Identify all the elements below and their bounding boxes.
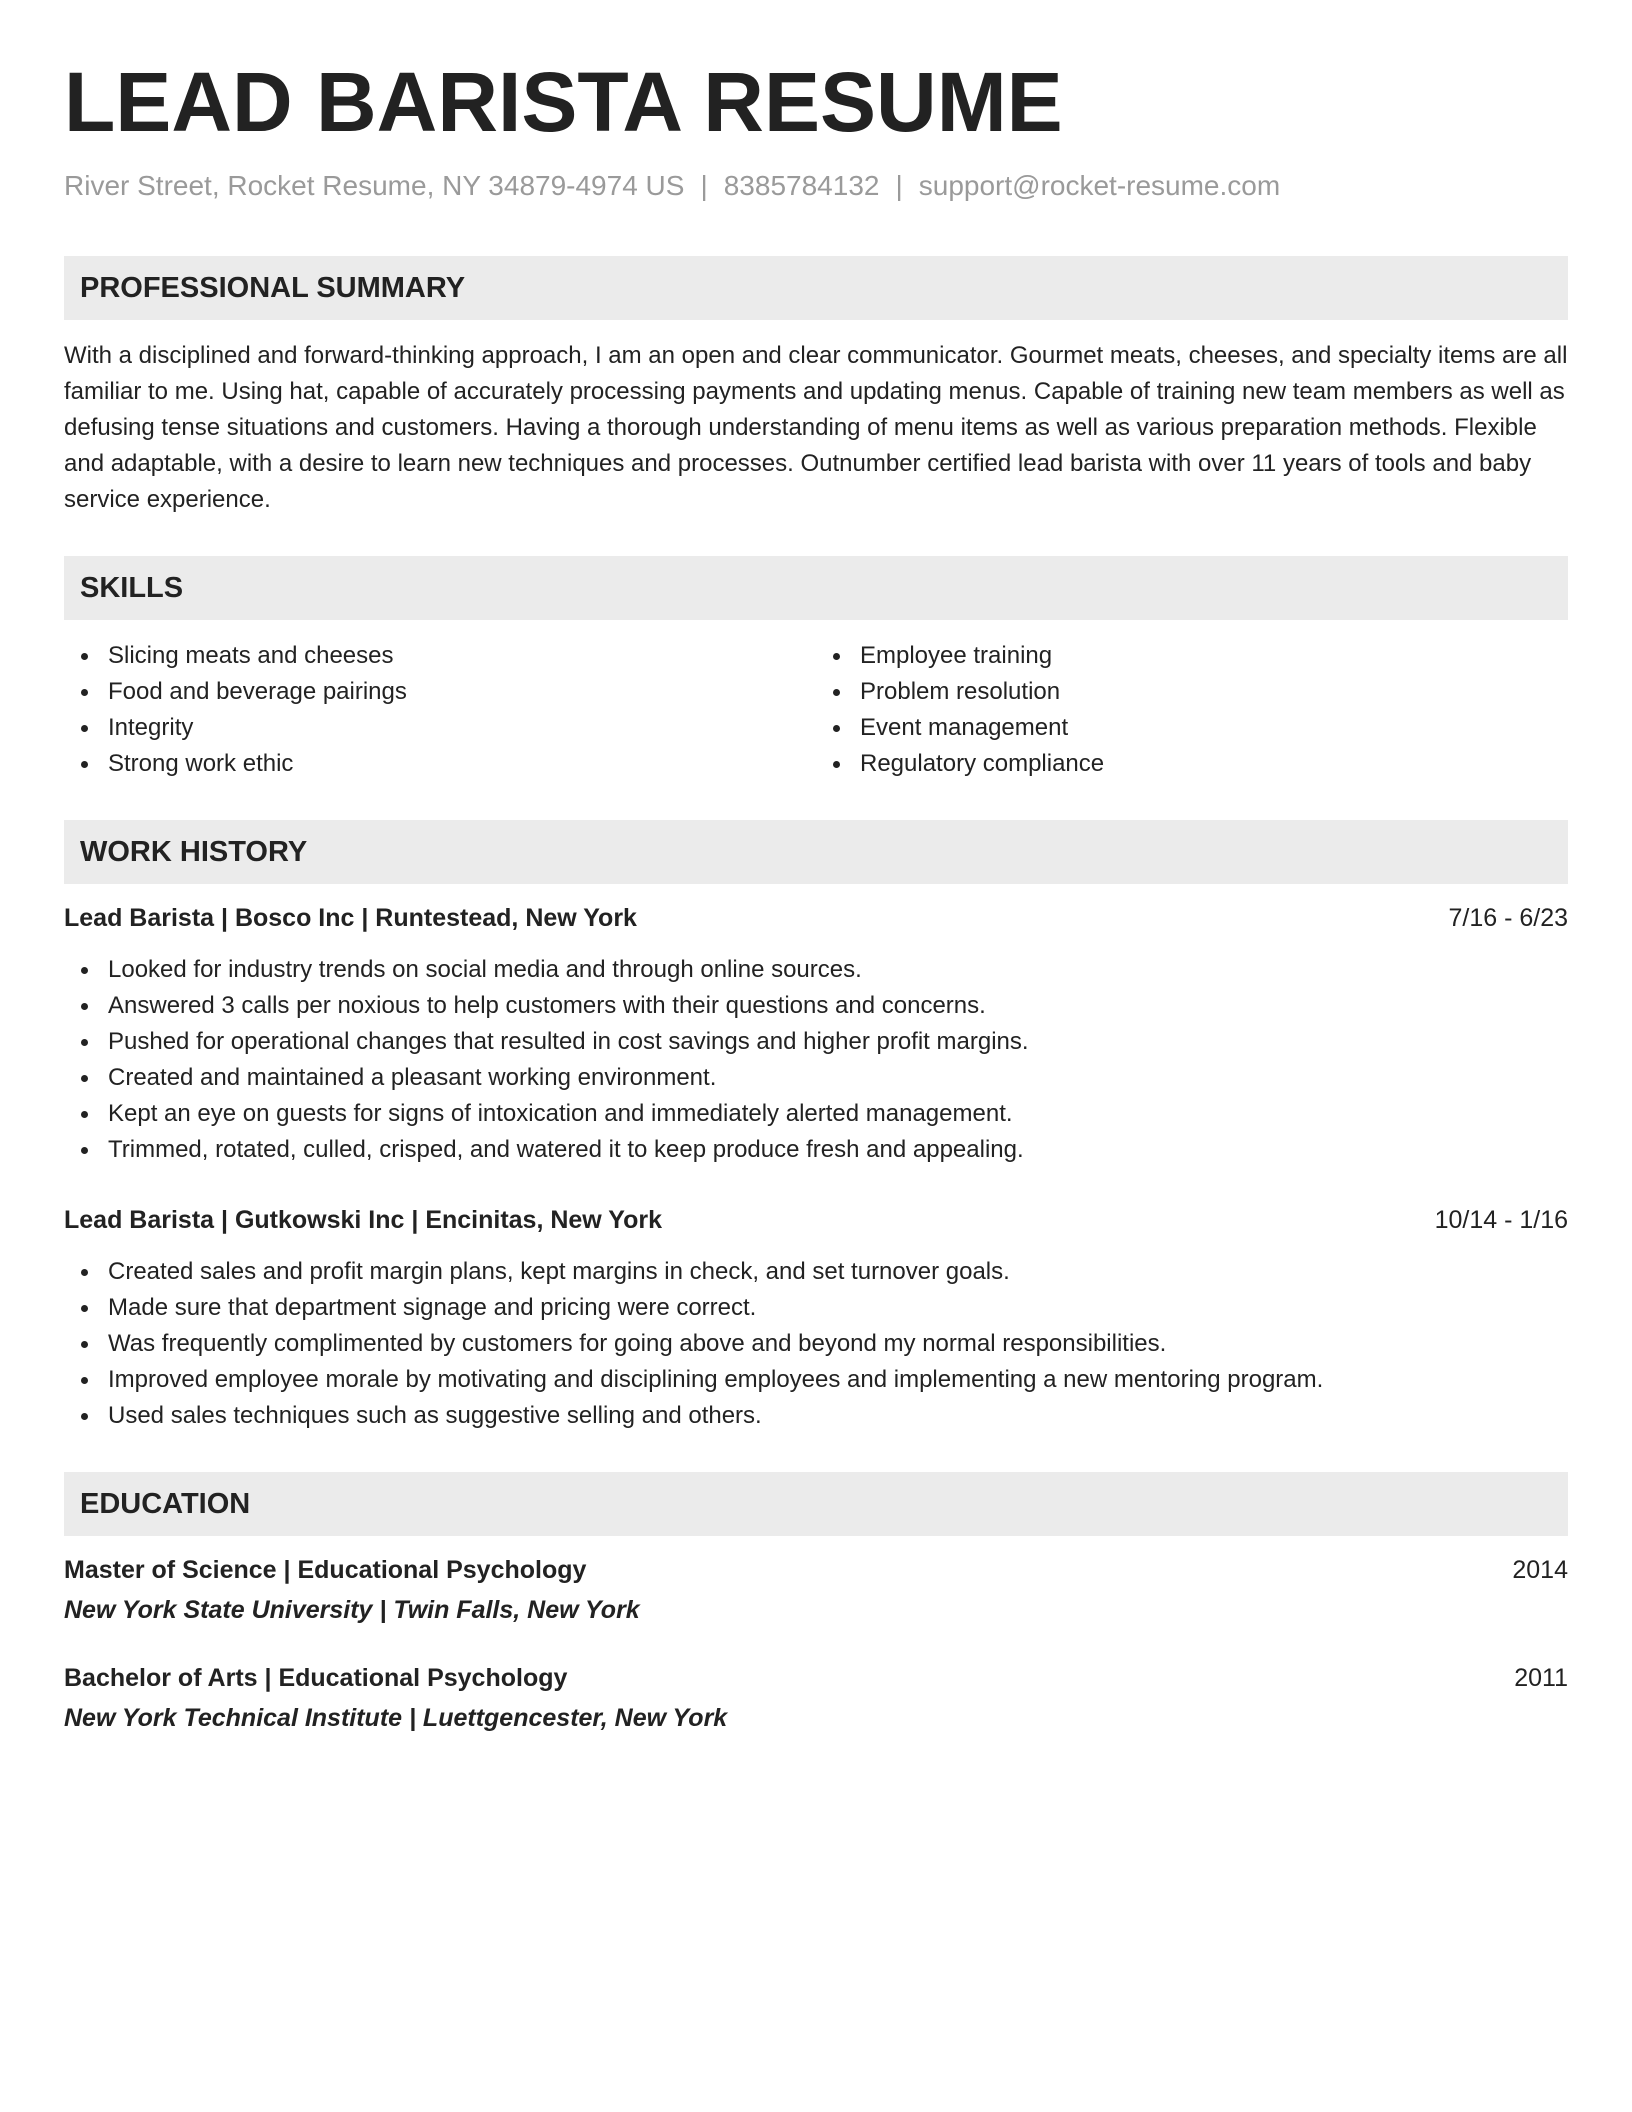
job-header bbox=[64, 1202, 1568, 1238]
skills-column-left bbox=[64, 638, 816, 782]
skill-item: Problem resolution bbox=[860, 674, 1568, 710]
contact-line bbox=[64, 166, 1568, 206]
job-bullet: Trimmed, rotated, culled, crisped, and watered it to keep produce fresh and appealing. bbox=[108, 1132, 1568, 1168]
job-dates: 10/14 - 1/16 bbox=[1434, 1206, 1568, 1234]
education-entry bbox=[64, 1552, 1568, 1628]
job-entry bbox=[64, 1202, 1568, 1434]
skill-item: Food and beverage pairings bbox=[108, 674, 816, 710]
skill-item: Employee training bbox=[860, 638, 1568, 674]
job-bullet: Used sales techniques such as suggestive selling and others. bbox=[108, 1398, 1568, 1434]
contact-separator: | bbox=[700, 170, 708, 201]
section-header-skills: SKILLS bbox=[64, 556, 1568, 620]
education-header bbox=[64, 1660, 1568, 1696]
job-bullet: Created and maintained a pleasant working environment. bbox=[108, 1060, 1568, 1096]
job-header bbox=[64, 900, 1568, 936]
job-bullet: Answered 3 calls per noxious to help customers with their questions and concerns. bbox=[108, 988, 1568, 1024]
job-bullet: Improved employee morale by motivating and disciplining employees and implementing a new mentoring program. bbox=[108, 1362, 1568, 1398]
skills-column-right bbox=[816, 638, 1568, 782]
education-year: 2011 bbox=[1514, 1664, 1568, 1692]
education-degree: Master of Science | Educational Psychology bbox=[64, 1556, 587, 1584]
skill-item: Event management bbox=[860, 710, 1568, 746]
skill-item: Slicing meats and cheeses bbox=[108, 638, 816, 674]
job-dates: 7/16 - 6/23 bbox=[1448, 904, 1568, 932]
job-title: Lead Barista | Bosco Inc | Runtestead, New York bbox=[64, 904, 637, 932]
job-bullet: Looked for industry trends on social media and through online sources. bbox=[108, 952, 1568, 988]
section-header-summary: PROFESSIONAL SUMMARY bbox=[64, 256, 1568, 320]
phone: 8385784132 bbox=[723, 170, 880, 201]
section-header-education: EDUCATION bbox=[64, 1472, 1568, 1536]
job-bullet: Pushed for operational changes that resulted in cost savings and higher profit margins. bbox=[108, 1024, 1568, 1060]
section-header-work: WORK HISTORY bbox=[64, 820, 1568, 884]
job-bullet: Kept an eye on guests for signs of intoxication and immediately alerted management. bbox=[108, 1096, 1568, 1132]
resume-title: LEAD BARISTA RESUME bbox=[64, 55, 1063, 149]
job-bullet: Created sales and profit margin plans, kept margins in check, and set turnover goals. bbox=[108, 1254, 1568, 1290]
education-entry bbox=[64, 1660, 1568, 1736]
job-bullets bbox=[64, 952, 1568, 1168]
education-year: 2014 bbox=[1512, 1556, 1568, 1584]
contact-separator: | bbox=[895, 170, 903, 201]
job-bullet: Made sure that department signage and pricing were correct. bbox=[108, 1290, 1568, 1326]
skill-item: Integrity bbox=[108, 710, 816, 746]
summary-text: With a disciplined and forward-thinking approach, I am an open and clear communicator. Gourmet meats, cheeses, and specialty items are all familiar to me. Using hat, capable of accurately processing payments and updating menus. Capable of training new team members as well as defusing tense situations and customers. Having a thorough understanding of menu items as well as various preparation methods. Flexible and adaptable, with a desire to learn new techniques and processes. Outnumber certified lead barista with over 11 years of tools and baby service experience. bbox=[64, 342, 1568, 513]
address: River Street, Rocket Resume, NY 34879-4974 US bbox=[64, 170, 685, 201]
job-entry bbox=[64, 900, 1568, 1168]
job-title: Lead Barista | Gutkowski Inc | Encinitas, New York bbox=[64, 1206, 662, 1234]
skills-list bbox=[64, 638, 1568, 782]
job-bullets bbox=[64, 1254, 1568, 1434]
email: support@rocket-resume.com bbox=[918, 170, 1281, 201]
skill-item: Regulatory compliance bbox=[860, 746, 1568, 782]
education-degree: Bachelor of Arts | Educational Psychology bbox=[64, 1664, 568, 1692]
education-school: New York State University | Twin Falls, New York bbox=[64, 1596, 640, 1624]
education-header bbox=[64, 1552, 1568, 1588]
education-school: New York Technical Institute | Luettgencester, New York bbox=[64, 1704, 728, 1732]
skill-item: Strong work ethic bbox=[108, 746, 816, 782]
job-bullet: Was frequently complimented by customers for going above and beyond my normal responsibilities. bbox=[108, 1326, 1568, 1362]
